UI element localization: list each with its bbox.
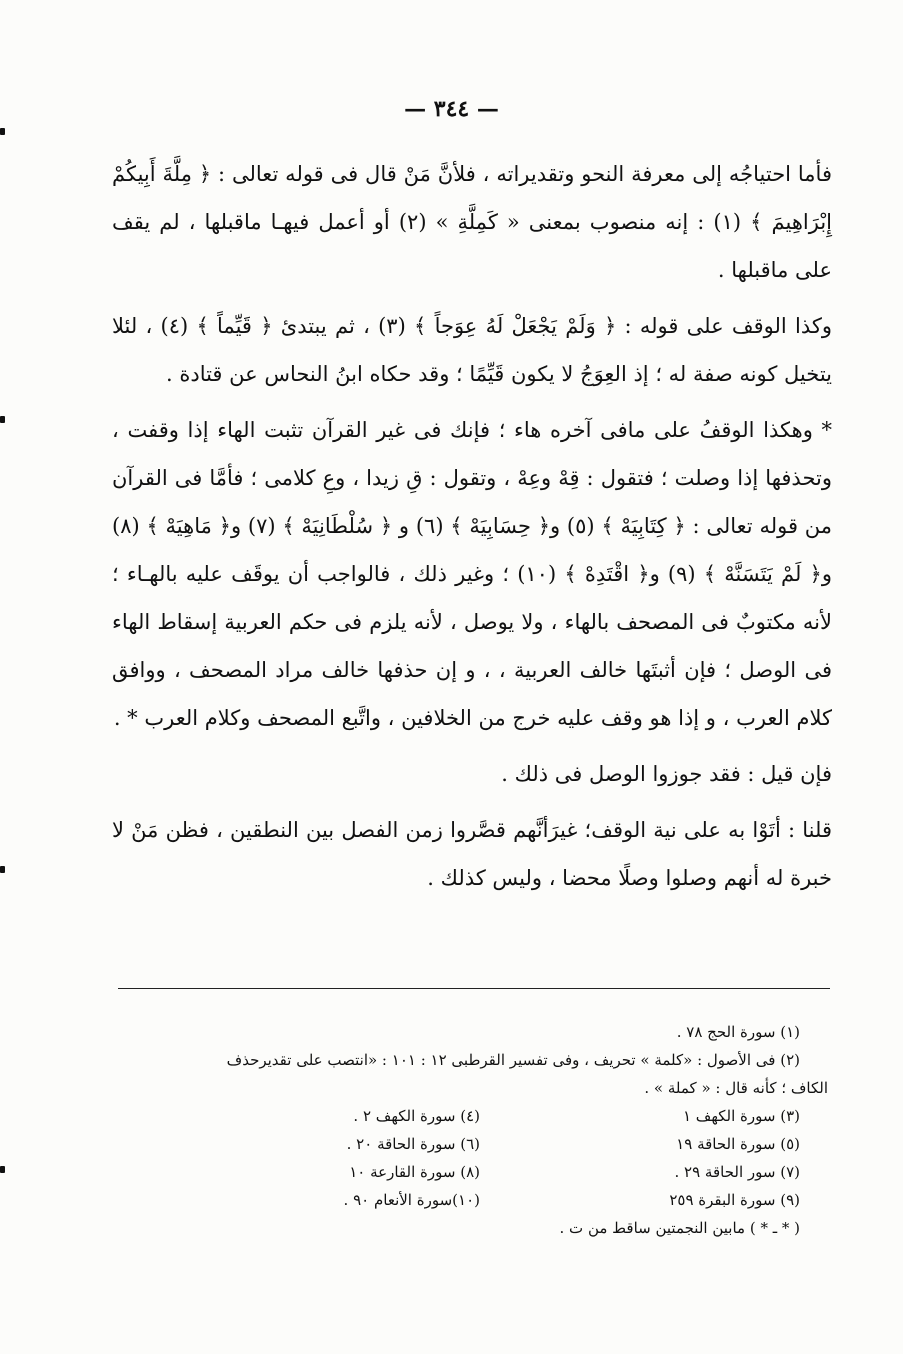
scan-edge-mark: [0, 416, 5, 423]
footnote-8: (٨) سورة القارعة ١٠: [349, 1163, 480, 1181]
paragraph-3: * وهكذا الوقفُ على مافى آخره هاء ؛ فإنك فى غير القرآن تثبت الهاء إذا وقفت ، وتحذفها إذا وصلت ؛ فتقول : قِهْ وعِهْ ، وتقول : قِ زيدا ، وعِ كلامى ؛ فأمَّا فى القرآن من قوله تعالى : ﴿ كِتَابِيَهْ ﴾ (٥) و﴿ حِسَابِيَهْ ﴾ (٦) و ﴿ سُلْطَانِيَهْ ﴾ (٧) و﴿ مَاهِيَهْ ﴾ (٨) و﴿ لَمْ يَتَسَنَّهْ ﴾ (٩) و﴿ اقْتَدِهْ ﴾ (١٠) ؛ وغير ذلك ، فالواجب أن يوقَف عليه بالهـاء ؛ لأنه مكتوبٌ فى المصحف بالهاء ، ولا يوصل ، لأنه يلزم فى حكم العربية إسقاط الهاء فى الوصل ؛ فإن أثبتَها خالف العربية ، ، و إن حذفها خالف مراد المصحف ، ووافق كلام العرب ، و إذا هو وقف عليه خرج من الخلافين ، واتَّبع المصحف وكلام العرب * .: [112, 418, 832, 730]
main-text: [112, 150, 832, 910]
footnotes: [112, 1018, 828, 1242]
scan-edge-mark: [0, 128, 5, 135]
footnote-divider: [118, 988, 830, 989]
paragraph-5: قلنا : أتَوْا به على نية الوقف؛ غيرَأنَّهم قصَّروا زمن الفصل بين النطقين ، فظن مَنْ لا خبرة له أنهم وصلوا وصلًا محضا ، وليس كذلك .: [112, 818, 832, 890]
footnote-2: (٢) فى الأصول : «كلمة » تحريف ، وفى تفسير القرطبى ١٢ : ١٠١ : «انتصب على تقديرحذف: [226, 1051, 800, 1069]
footnote-grid: [112, 1102, 828, 1214]
footnote-1: (١) سورة الحج ٧٨ .: [676, 1023, 800, 1041]
footnote-10: (١٠)سورة الأنعام ٩٠ .: [343, 1191, 480, 1209]
footnote-6: (٦) سورة الحاقة ٢٠ .: [346, 1135, 480, 1153]
paragraph-4: فإن قيل : فقد جوزوا الوصل فى ذلك .: [501, 762, 832, 786]
footnote-9: (٩) سورة البقرة ٢٥٩: [669, 1191, 800, 1209]
footnote-stars: ( * ـ * ) مابين النجمتين ساقط من ت .: [559, 1219, 800, 1237]
page-number: — ٣٤٤ —: [404, 96, 499, 122]
footnote-7: (٧) سور الحاقة ٢٩ .: [674, 1163, 800, 1181]
scan-edge-mark: [0, 1166, 5, 1173]
footnote-3: (٣) سورة الكهف ١: [682, 1107, 800, 1125]
footnote-4: (٤) سورة الكهف ٢ .: [353, 1107, 480, 1125]
footnote-2-continued: الكاف ؛ كأنه قال : « كملة » .: [644, 1079, 828, 1097]
paragraph-1: فأما احتياجُه إلى معرفة النحو وتقديراته ، فلأنَّ مَنْ قال فى قوله تعالى : ﴿ مِلَّةَ أَبِيكُمْ إِبْرَاهِيمَ ﴾ (١) : إنه منصوب بمعنى « كَمِلَّةِ » (٢) أو أعمل فيهـا ماقبلها ، لم يقف على ماقبلها .: [112, 162, 833, 282]
footnote-5: (٥) سورة الحاقة ١٩: [676, 1135, 800, 1153]
scan-edge-mark: [0, 866, 5, 873]
paragraph-2: وكذا الوقف على قوله : ﴿ وَلَمْ يَجْعَلْ لَهُ عِوَجاً ﴾ (٣) ، ثم يبتدئ ﴿ قَيِّماً ﴾ (٤) ، لئلا يتخيل كونه صفة له ؛ إذ العِوَجُ لا يكون قَيِّمًا ؛ وقد حكاه ابنُ النحاس عن قتادة .: [112, 314, 832, 386]
